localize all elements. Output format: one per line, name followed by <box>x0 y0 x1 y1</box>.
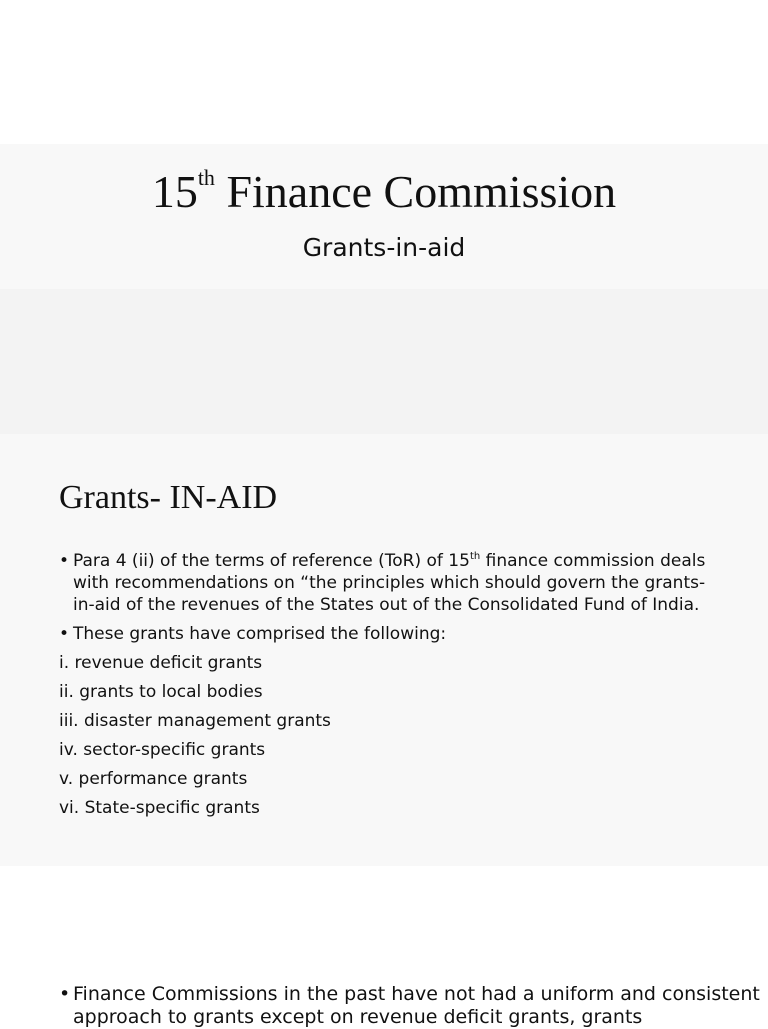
list-item: v. performance grants <box>59 769 248 789</box>
bullet1-text-b: finance commission deals with recommendations on “the principles which should govern the grants-in-aid of the revenues of the States out of the Consolidated Fund of India. <box>73 551 706 615</box>
list-item: iv. sector-specific grants <box>59 740 266 760</box>
title-number: 15 <box>151 166 198 217</box>
bullet1-superscript: th <box>469 551 481 562</box>
bullet-terms-of-reference <box>59 550 709 616</box>
title-rest: Finance Commission <box>214 166 617 217</box>
bullet-grants-comprised: • These grants have comprised the following: <box>59 623 709 645</box>
slide-heading: Grants- IN-AID <box>59 479 278 516</box>
list-item: vi. State-specific grants <box>59 798 260 818</box>
list-item: iii. disaster management grants <box>59 711 331 731</box>
main-title <box>0 166 768 218</box>
bullet-past-commissions: • Finance Commissions in the past have not had a uniform and consistent approach to grants except on revenue deficit grants, grants <box>59 983 763 1029</box>
subtitle: Grants-in-aid <box>302 233 466 262</box>
slide-content <box>59 550 709 819</box>
list-item: ii. grants to local bodies <box>59 682 263 702</box>
title-superscript: th <box>197 165 215 190</box>
list-item: i. revenue deficit grants <box>59 653 263 673</box>
title-slide-lower <box>0 289 768 434</box>
bullet1-text-a: Para 4 (ii) of the terms of reference (ToR) of 15 <box>73 551 470 571</box>
